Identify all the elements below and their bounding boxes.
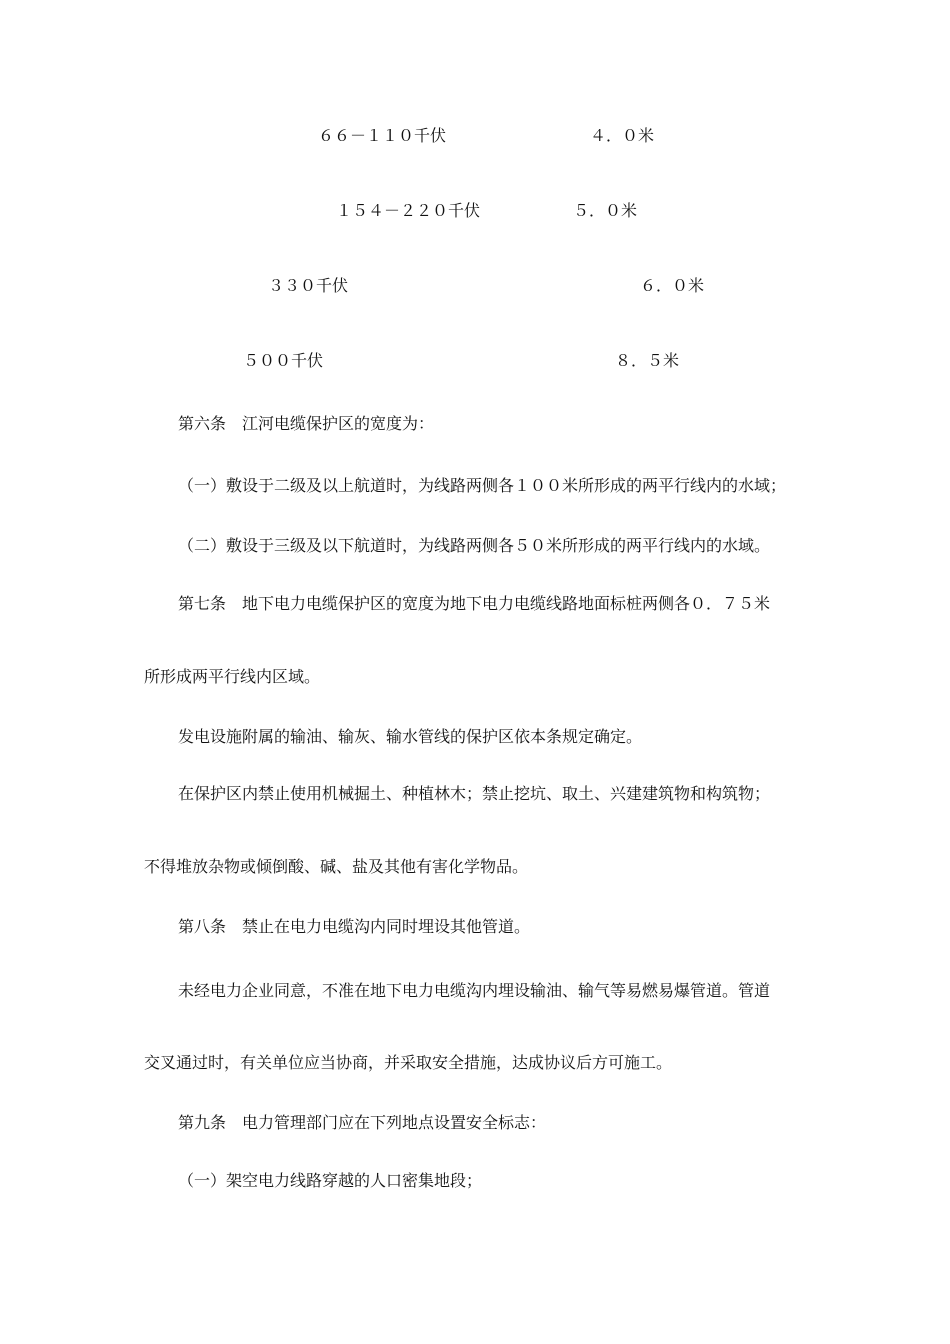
article-8-para-2-line-1: 未经电力企业同意，不准在地下电力电缆沟内埋设输油、输气等易燃易爆管道。管道 <box>178 981 771 1000</box>
article-7-line-2: 所形成两平行线内区域。 <box>144 667 321 686</box>
article-6-item-1: （一）敷设于二级及以上航道时，为线路两侧各１００米所形成的两平行线内的水域； <box>178 476 787 495</box>
distance-row-2: ５．０米 <box>573 201 638 220</box>
article-7-line-1: 第七条 地下电力电缆保护区的宽度为地下电力电缆线路地面标桩两侧各０．７５米 <box>178 594 771 613</box>
distance-row-4: ８．５米 <box>615 351 680 370</box>
distance-row-3: ６．０米 <box>640 276 705 295</box>
article-7-para-3-line-1: 在保护区内禁止使用机械掘土、种植林木；禁止挖坑、取土、兴建建筑物和构筑物； <box>178 784 771 803</box>
article-9-title: 第九条 电力管理部门应在下列地点设置安全标志： <box>178 1113 547 1132</box>
voltage-row-1: ６６－１１０千伏 <box>318 126 447 145</box>
voltage-row-4: ５００千伏 <box>243 351 324 370</box>
article-9-item-1: （一）架空电力线路穿越的人口密集地段； <box>178 1171 483 1190</box>
article-7-para-3-line-2: 不得堆放杂物或倾倒酸、碱、盐及其他有害化学物品。 <box>144 857 529 876</box>
article-7-para-2: 发电设施附属的输油、输灰、输水管线的保护区依本条规定确定。 <box>178 727 643 746</box>
voltage-row-2: １５４－２２０千伏 <box>336 201 481 220</box>
article-6-item-2: （二）敷设于三级及以下航道时，为线路两侧各５０米所形成的两平行线内的水域。 <box>178 536 771 555</box>
article-6-title: 第六条 江河电缆保护区的宽度为： <box>178 414 435 433</box>
voltage-row-3: ３３０千伏 <box>268 276 349 295</box>
distance-row-1: ４．０米 <box>590 126 655 145</box>
article-8-para-2-line-2: 交叉通过时，有关单位应当协商，并采取安全措施，达成协议后方可施工。 <box>144 1053 673 1072</box>
article-8-title: 第八条 禁止在电力电缆沟内同时埋设其他管道。 <box>178 917 531 936</box>
